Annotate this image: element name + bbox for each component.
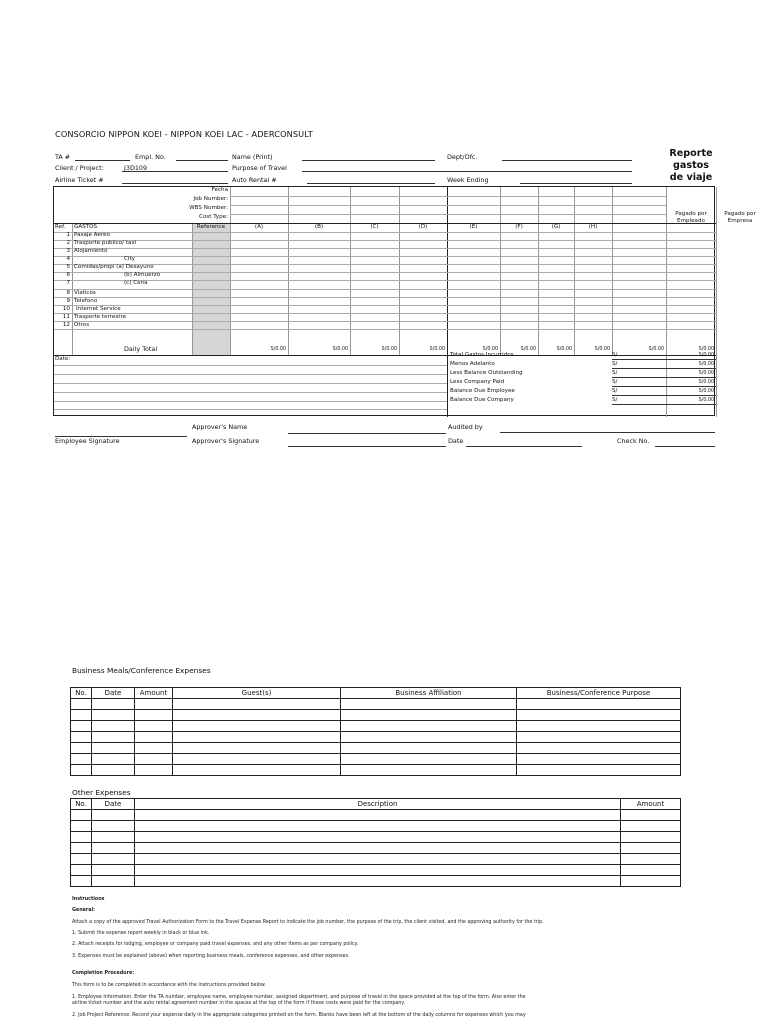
fecha-label: Fecha (211, 187, 228, 193)
grid-line (54, 365, 447, 366)
date-sign-field[interactable] (466, 446, 582, 447)
week-ending-label: Week Ending (447, 176, 489, 184)
report-title-line: Reporte (669, 148, 713, 159)
grid-line (54, 297, 716, 298)
instructions-completion-text: This form is to be completed in accordance with the instructions provided below. (72, 983, 266, 988)
grid-line (230, 214, 666, 215)
summary-label: Menos Adelanto (450, 361, 495, 367)
row-label: Otros (74, 322, 90, 328)
row-ref: 7 (66, 280, 70, 286)
table-row[interactable] (71, 854, 681, 865)
grid-line (54, 289, 716, 290)
row-label: Alojamiento (74, 248, 108, 254)
approver-name-label: Approver's Name (192, 423, 248, 431)
client-project-label: Client / Project: (55, 164, 104, 172)
audited-by-field[interactable] (500, 432, 715, 433)
row-label: Viaticos (74, 290, 96, 296)
row-ref: 8 (66, 290, 70, 296)
table-header-row (71, 688, 681, 699)
purpose-label: Purpose of Travel (232, 164, 287, 172)
row-ref: 10 (62, 306, 70, 312)
row-ref: 6 (66, 272, 70, 278)
summary-currency: S/ (612, 388, 618, 394)
column-g-header: (G) (551, 224, 561, 230)
wbs-number-label: WBS Number: (189, 205, 228, 211)
expense-grid (53, 186, 756, 416)
summary-label: Balance Due Employee (450, 388, 515, 394)
grid-line (612, 359, 716, 360)
grid-line (612, 386, 716, 387)
instructions-completion: Completion Procedure: (72, 971, 135, 976)
grid-line (54, 401, 447, 402)
row-ref: 9 (66, 298, 70, 304)
grid-line (54, 409, 447, 410)
approver-signature-label: Approver's Signature (192, 437, 260, 445)
row-ref: 11 (62, 314, 70, 320)
table-row[interactable] (71, 843, 681, 854)
daily-total-value: S/0.00 (332, 347, 348, 352)
grid-line (54, 313, 716, 314)
gastos-header: GASTOS (74, 224, 98, 230)
summary-label: Less Company Paid (450, 379, 505, 385)
column-d-header: (D) (418, 224, 428, 230)
report-title-line: de viaje (669, 172, 713, 183)
grid-line (54, 305, 716, 306)
grid-line (230, 205, 666, 206)
column-a-header: (A) (254, 224, 264, 230)
empl-no-label: Empl. No. (135, 153, 166, 161)
row-label: City (124, 256, 135, 262)
table-row[interactable] (71, 710, 681, 721)
grid-line (54, 383, 447, 384)
row-label: Trasporte publico/ taxi (74, 240, 137, 246)
purpose-field[interactable] (302, 171, 632, 172)
audited-by-label: Audited by (448, 423, 483, 431)
instructions-general-text: Attach a copy of the approved Travel Authorization Form to the Travel Expense Report to indicate the job number, the purpose of the trip, the client visited, and the approving authority for the trip. (72, 920, 544, 925)
grid-line (54, 374, 447, 375)
client-project-value[interactable]: J3D109 (124, 164, 148, 172)
company-title: CONSORCIO NIPPON KOEI - NIPPON KOEI LAC - ADERCONSULT (55, 129, 313, 139)
meals-table (70, 687, 681, 776)
column-header: Date (92, 799, 135, 810)
airline-label: Airline Ticket # (55, 176, 104, 184)
job-number-label: Job Number: (193, 196, 228, 202)
meals-title: Business Meals/Conference Expenses (72, 666, 211, 675)
check-no-label: Check No. (617, 437, 650, 445)
row-label: Pasaje Aereo (74, 232, 110, 238)
dept-label: Dept/Ofc. (447, 153, 478, 161)
other-expenses-title: Other Expenses (72, 788, 131, 797)
column-h-header: (H) (588, 224, 598, 230)
instructions-title: Instructions (72, 897, 105, 902)
table-row[interactable] (71, 832, 681, 843)
instructions-step: 2. Job Project Reference. Record your expense daily in the appropriate categories printed on the form. Blanks have been left at the bottom of the daily columns for expenses which you may (72, 1013, 526, 1018)
row-ref: 12 (62, 322, 70, 328)
pagado-empresa-line: Pagado por (724, 211, 756, 217)
instructions-step: 1. Employee Information. Enter the TA number, employee name, employee number, assigned department, and purpose of travel in the space provided at the top of the form. Also enter the (72, 995, 526, 1000)
instructions-step: airline ticket number and the auto rental agreement number in the spaces at the top of the form if these costs were paid for the company. (72, 1001, 406, 1006)
date-label: Date: (55, 356, 71, 362)
name-print-field[interactable] (302, 160, 435, 161)
summary-label: Less Balance Outstanding (450, 370, 523, 376)
row-ref: 3 (66, 248, 70, 254)
column-e-header: (E) (469, 224, 478, 230)
daily-total-value: S/0.00 (482, 347, 498, 352)
grid-line (54, 329, 716, 330)
column-header: No. (71, 688, 92, 699)
table-row[interactable] (71, 732, 681, 743)
daily-total-value: S/0.00 (556, 347, 572, 352)
pagado-empresa-line: Empresa (727, 218, 753, 224)
row-ref: 1 (66, 232, 70, 238)
row-ref: 5 (66, 264, 70, 270)
row-ref: 2 (66, 240, 70, 246)
summary-currency: S/ (612, 370, 618, 376)
approver-name-field[interactable] (288, 433, 446, 434)
table-row[interactable] (71, 743, 681, 754)
summary-value: S/0.00 (698, 353, 714, 358)
summary-currency: S/ (612, 352, 618, 358)
row-label: (b) Almuerzo (124, 272, 161, 278)
ta-field[interactable] (75, 160, 130, 161)
date-sign-label: Date (448, 437, 464, 445)
daily-total-value: S/0.00 (381, 347, 397, 352)
column-header: Guest(s) (173, 688, 341, 699)
column-c-header: (C) (370, 224, 379, 230)
table-row[interactable] (71, 765, 681, 776)
row-label: Internet Service (76, 306, 121, 312)
daily-total-value: S/0.00 (270, 347, 286, 352)
table-header-row (71, 799, 681, 810)
instructions-general: General: (72, 908, 96, 913)
report-title (660, 148, 722, 184)
instructions-item: 3. Expenses must be explained (above) when reporting business meals, conference expenses, and other expenses. (72, 954, 350, 959)
grid-line (54, 256, 716, 257)
name-print-label: Name (Print) (232, 153, 273, 161)
summary-currency: S/ (612, 397, 618, 403)
row-label: (c) Cena (124, 280, 148, 286)
column-header: No. (71, 799, 92, 810)
daily-total-value: S/0.00 (429, 347, 445, 352)
table-row[interactable] (71, 810, 681, 821)
row-label: Trasporte terrestre (74, 314, 127, 320)
daily-total-value: S/0.00 (648, 347, 664, 352)
summary-value: S/0.00 (698, 398, 714, 403)
grid-line (54, 248, 716, 249)
daily-total-value: S/0.00 (520, 347, 536, 352)
grid-line (230, 196, 666, 197)
table-row[interactable] (71, 699, 681, 710)
column-header: Business Affiliation (341, 688, 517, 699)
summary-label: Total Gastos Incurridos (450, 352, 514, 358)
grid-line (612, 377, 716, 378)
grid-line (612, 395, 716, 396)
grid-line (447, 187, 448, 417)
other-expenses-table (70, 798, 681, 887)
daily-total-value: S/0.00 (594, 347, 610, 352)
grid-line (54, 280, 716, 281)
pagado-empresa-header (716, 211, 764, 225)
report-title-line: gastos (673, 160, 709, 171)
summary-currency: S/ (612, 379, 618, 385)
check-no-field[interactable] (655, 446, 715, 447)
daily-total-value: S/0.00 (698, 347, 714, 352)
auto-rental-label: Auto Rental # (232, 176, 277, 184)
pagado-empleado-line: Pagado por (675, 211, 707, 217)
pagado-empleado-line: Empleado (677, 218, 705, 224)
table-row[interactable] (71, 865, 681, 876)
pagado-empleado-header (666, 211, 716, 225)
cost-type-label: Cost Type: (199, 214, 228, 220)
auto-rental-field[interactable] (307, 183, 435, 184)
summary-value: S/0.00 (698, 371, 714, 376)
daily-total-label: Daily Total (124, 345, 158, 353)
summary-label: Balance Due Company (450, 397, 514, 403)
ref-header: Ref. (55, 224, 66, 230)
airline-field[interactable] (122, 183, 228, 184)
table-row[interactable] (71, 721, 681, 732)
grid-line (54, 240, 716, 241)
column-f-header: (F) (515, 224, 523, 230)
grid-line (612, 368, 716, 369)
grid-line (612, 404, 716, 405)
summary-value: S/0.00 (698, 389, 714, 394)
approver-signature-field[interactable] (288, 446, 446, 447)
employee-signature-label: Employee Signature (55, 437, 120, 445)
table-row[interactable] (71, 821, 681, 832)
instructions-item: 1. Submit the expense report weekly in black or blue ink. (72, 931, 210, 936)
ta-label: TA # (55, 153, 71, 161)
column-b-header: (B) (314, 224, 324, 230)
column-header: Business/Conference Purpose (517, 688, 681, 699)
summary-currency: S/ (612, 361, 618, 367)
column-header: Date (92, 688, 135, 699)
column-header: Amount (621, 799, 681, 810)
reference-header: Reference (196, 224, 226, 230)
table-row[interactable] (71, 754, 681, 765)
table-row[interactable] (71, 876, 681, 887)
dept-field[interactable] (502, 160, 632, 161)
client-project-field[interactable] (122, 171, 228, 172)
empl-no-field[interactable] (176, 160, 228, 161)
row-label: Telefono (74, 298, 98, 304)
grid-line (54, 232, 716, 233)
column-header: Description (135, 799, 621, 810)
instructions-item: 2. Attach receipts for lodging, employee or company paid travel expenses, and any other items as per company policy. (72, 942, 359, 947)
grid-line (54, 392, 447, 393)
summary-value: S/0.00 (698, 380, 714, 385)
row-label: Comidas/propi (a) Desayuno (74, 264, 154, 270)
grid-line (54, 321, 716, 322)
row-ref: 4 (66, 256, 70, 262)
column-header: Amount (135, 688, 173, 699)
week-ending-field[interactable] (520, 183, 632, 184)
summary-value: S/0.00 (698, 362, 714, 367)
